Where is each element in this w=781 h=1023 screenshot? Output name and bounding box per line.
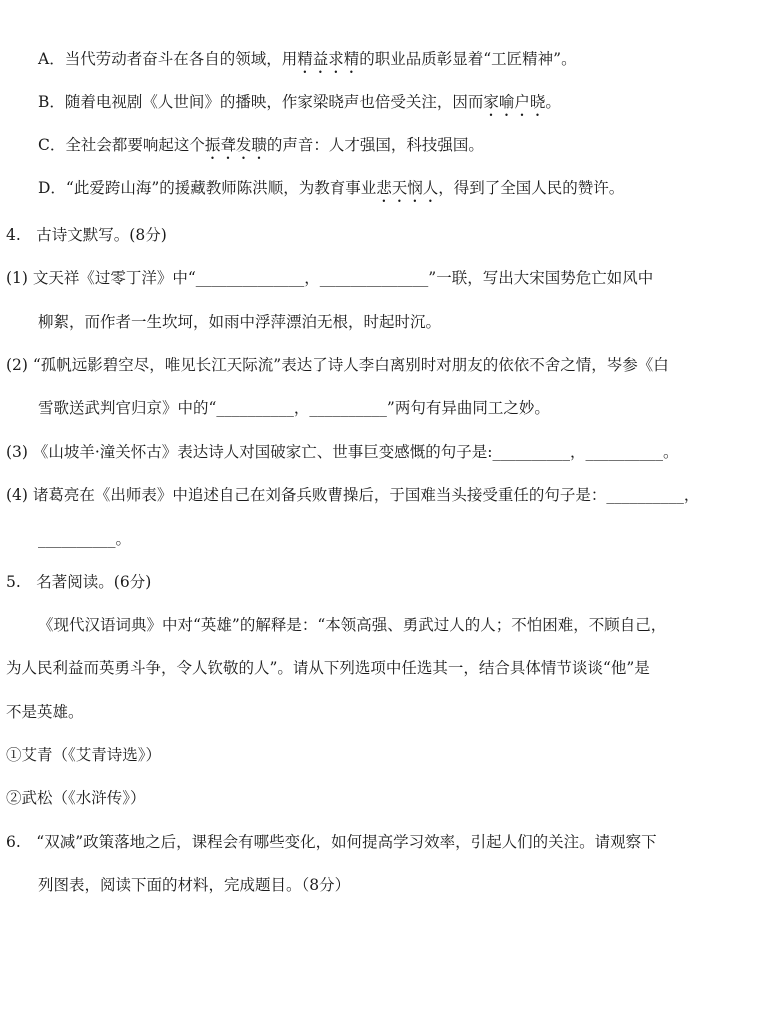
question-6-line-2: 列图表，阅读下面的材料，完成题目。（8分）	[38, 876, 351, 894]
q4-item-2-line-1: (2) “孤帆远影碧空尽，唯见长江天际流”表达了诗人李白离别时对朋友的依依不舍之情，岑参《白	[6, 356, 669, 374]
option-a-suffix: 的职业品质彰显着“工匠精神”。	[359, 50, 577, 68]
option-c-suffix: 的声音：人才强国，科技强国。	[266, 136, 484, 154]
q4-item-3-line-1: (3) 《山坡羊·潼关怀古》表达诗人对国破家亡、世事巨变感慨的句子是:__________，__________。	[6, 443, 679, 461]
q5-option-2: ②武松（《水浒传》）	[6, 789, 146, 807]
option-c	[38, 134, 484, 163]
q5-paragraph-line-3: 不是英雄。	[6, 703, 84, 721]
option-d-prefix: D．“此爱跨山海”的援藏教师陈洪顺，为教育事业	[38, 179, 377, 197]
option-b	[38, 91, 561, 120]
q5-paragraph-line-1: 《现代汉语词典》中对“英雄”的解释是：“本领高强、勇武过人的人；不怕困难，不顾自己，	[38, 616, 667, 634]
question-4-title: 4. 古诗文默写。(8分)	[6, 226, 167, 244]
option-b-suffix: 。	[545, 93, 561, 111]
q5-option-1: ①艾青（《艾青诗选》）	[6, 746, 162, 764]
option-b-idiom: 家喻户晓	[483, 93, 546, 111]
option-d-suffix: ，得到了全国人民的赞许。	[438, 179, 625, 197]
option-d-idiom: 悲天悯人	[376, 179, 439, 197]
q4-item-1-line-1: (1) 文天祥《过零丁洋》中“______________，______________”一联，写出大宋国势危亡如风中	[6, 269, 654, 287]
question-6-line-1: 6. “双减”政策落地之后，课程会有哪些变化，如何提高学习效率，引起人们的关注。请观察下	[6, 833, 657, 851]
option-d	[38, 177, 624, 206]
option-a-prefix: A．当代劳动者奋斗在各自的领域，用	[38, 50, 298, 68]
option-b-prefix: B．随着电视剧《人世间》的播映，作家梁晓声也倍受关注，因而	[38, 93, 484, 111]
q4-item-2-line-2: 雪歌送武判官归京》中的“__________，__________”两句有异曲同工之妙。	[38, 399, 550, 417]
option-c-prefix: C．全社会都要响起这个	[38, 136, 205, 154]
question-5-title: 5. 名著阅读。(6分)	[6, 573, 152, 591]
q4-item-4-line-1: (4) 诸葛亮在《出师表》中追述自己在刘备兵败曹操后，于国难当头接受重任的句子是：__________，	[6, 486, 700, 504]
q4-item-4-line-2: __________。	[38, 530, 132, 548]
option-a	[38, 48, 577, 77]
q4-item-1-line-2: 柳絮，而作者一生坎坷，如雨中浮萍漂泊无根，时起时沉。	[38, 313, 442, 331]
q5-paragraph-line-2: 为人民利益而英勇斗争，令人钦敬的人”。请从下列选项中任选其一，结合具体情节谈谈“他”是	[6, 659, 650, 677]
option-c-idiom: 振聋发聩	[204, 136, 267, 154]
option-a-idiom: 精益求精	[297, 50, 360, 68]
